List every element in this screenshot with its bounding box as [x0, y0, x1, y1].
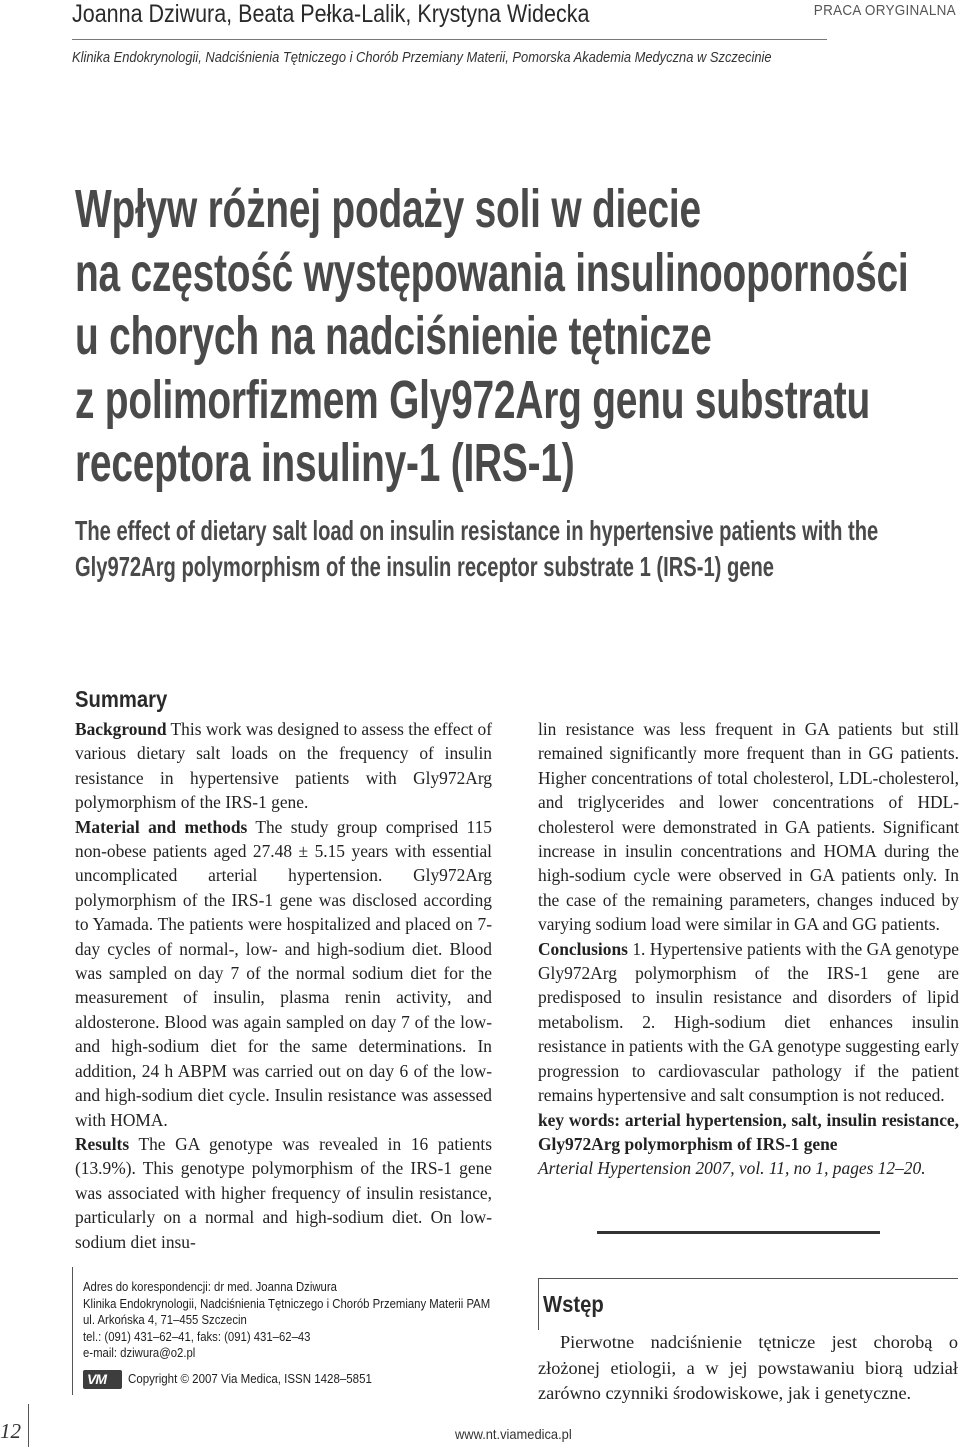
summary-column-right — [538, 717, 959, 1181]
correspondence-text — [83, 1279, 491, 1362]
results-paragraph-continued: lin resistance was less frequent in GA patients but still remained significantly more frequent than in GG patients. Higher concentrations of total cholesterol, LDL-cholesterol, and triglycerides and lower concentrations of HDL-cholesterol were demonstrated in GA patients. Significant increase in insulin concentrations and HOMA during the high-sodium cycle were observed in GA patients only. In the case of the remaining parameters, changes induced by varying sodium load were similar in GA and GG patients. — [538, 719, 959, 935]
methods-label: Material and methods — [75, 816, 248, 837]
title-polish-line: z polimorfizmem Gly972Arg genu substratu — [75, 369, 871, 430]
results-paragraph — [75, 1132, 492, 1254]
correspondence-line: Adres do korespondencji: dr med. Joanna Dziwura — [83, 1280, 337, 1294]
citation: Arterial Hypertension 2007, vol. 11, no 1, pages 12–20. — [538, 1158, 926, 1179]
introduction-heading: Wstęp — [543, 1291, 604, 1317]
keywords: key words: arterial hypertension, salt, insulin resistance, Gly972Arg polymorphism of IRS-1 gene — [538, 1109, 959, 1154]
title-polish-line: na częstość występowania insulinooporności — [75, 242, 909, 303]
correspondence-line: Klinika Endokrynologii, Nadciśnienia Tętniczego i Chorób Przemiany Materii PAM — [83, 1296, 491, 1311]
summary-column-left — [75, 717, 492, 1254]
title-polish — [75, 178, 909, 496]
page-number: 12 — [0, 1419, 21, 1443]
introduction-text — [538, 1330, 958, 1407]
methods-paragraph — [75, 815, 492, 1132]
section-label: PRACA ORYGINALNA — [813, 2, 956, 19]
title-english — [75, 513, 878, 585]
title-polish-line: Wpływ różnej podaży soli w diecie — [75, 179, 701, 239]
correspondence-line: tel.: (091) 431–62–41, faks: (091) 431–62–43 — [83, 1329, 311, 1344]
conclusions-text: 1. Hypertensive patients with the GA genotype Gly972Arg polymorphism of the IRS-1 gene are predisposed to insulin resistance and disorders of lipid metabolism. 2. High-sodium diet enhances insulin resistance in patients with the GA genotype suggesting early progression to cardiovascular pathology if the patient remains hypertensive and salt consumption is not reduced. — [538, 938, 959, 1106]
background-label: Background — [75, 719, 167, 739]
title-polish-line: receptora insuliny-1 (IRS-1) — [75, 433, 575, 493]
header-rule — [72, 39, 827, 40]
results-label: Results — [75, 1133, 130, 1154]
correspondence-email: e-mail: dziwura@o2.pl — [83, 1346, 196, 1360]
results-text: The GA genotype was revealed in 16 patients (13.9%). This genotype polymorphism of the IRS-1 gene was associated with higher frequency of insulin resistance, particularly on a normal and high-sodium diet. On low-sodium diet insu- — [75, 1133, 492, 1252]
correspondence-border — [72, 1267, 73, 1395]
introduction-left-rule — [538, 1278, 539, 1330]
introduction-top-rule — [538, 1278, 958, 1279]
summary-end-rule — [597, 1231, 880, 1234]
title-english-line: The effect of dietary salt load on insulin resistance in hypertensive patients with the — [75, 515, 879, 546]
copyright-text: Copyright © 2007 Via Medica, ISSN 1428–5851 — [128, 1371, 372, 1386]
methods-text: The study group comprised 115 non-obese patients aged 27.48 ± 5.15 years with essential uncomplicated arterial hypertension. Gly972Arg polymorphism of the IRS-1 gene was disclosed according to Yamada. The patients were hospitalized and placed on 7-day cycles of normal-, low- and high-sodium diet. Blood was sampled on day 7 of the normal sodium diet for the measurement of insulin, plasma renin activity, and aldosterone. Blood was again sampled on day 7 of the low- and high-sodium diet for the same determinations. In addition, 24 h ABPM was carried out on day 6 of the low- and high-sodium diet cycle. Insulin resistance was assessed with HOMA. — [75, 816, 492, 1130]
affiliation: Klinika Endokrynologii, Nadciśnienia Tętniczego i Chorób Przemiany Materii, Pomorska Akademia Medyczna w Szczecinie — [72, 50, 772, 66]
background-text: This work was designed to assess the effect of various dietary salt loads on the frequency of insulin resistance in hypertensive patients with Gly972Arg polymorphism of the IRS-1 gene. — [75, 719, 492, 813]
summary-heading: Summary — [75, 686, 168, 712]
background-paragraph — [75, 717, 492, 815]
via-medica-logo: VM — [83, 1370, 122, 1389]
footer-url: www.nt.viamedica.pl — [455, 1426, 572, 1442]
title-polish-line: u chorych na nadciśnienie tętnicze — [75, 306, 712, 366]
correspondence-box — [72, 1267, 502, 1395]
title-english-line: Gly972Arg polymorphism of the insulin receptor substrate 1 (IRS-1) gene — [75, 551, 775, 582]
conclusions-label: Conclusions — [538, 938, 628, 959]
copyright-row — [83, 1369, 513, 1391]
conclusions-paragraph — [538, 937, 959, 1108]
introduction-paragraph: Pierwotne nadciśnienie tętnicze jest chorobą o złożonej etiologii, a w jej powstawaniu biorą udział zarówno czynniki środowiskowe, jak i genetyczne. — [538, 1332, 958, 1403]
correspondence-line: ul. Arkońska 4, 71–455 Szczecin — [83, 1313, 247, 1327]
authors: Joanna Dziwura, Beata Pełka-Lalik, Krystyna Widecka — [72, 0, 590, 28]
page-number-rule — [28, 1404, 29, 1447]
